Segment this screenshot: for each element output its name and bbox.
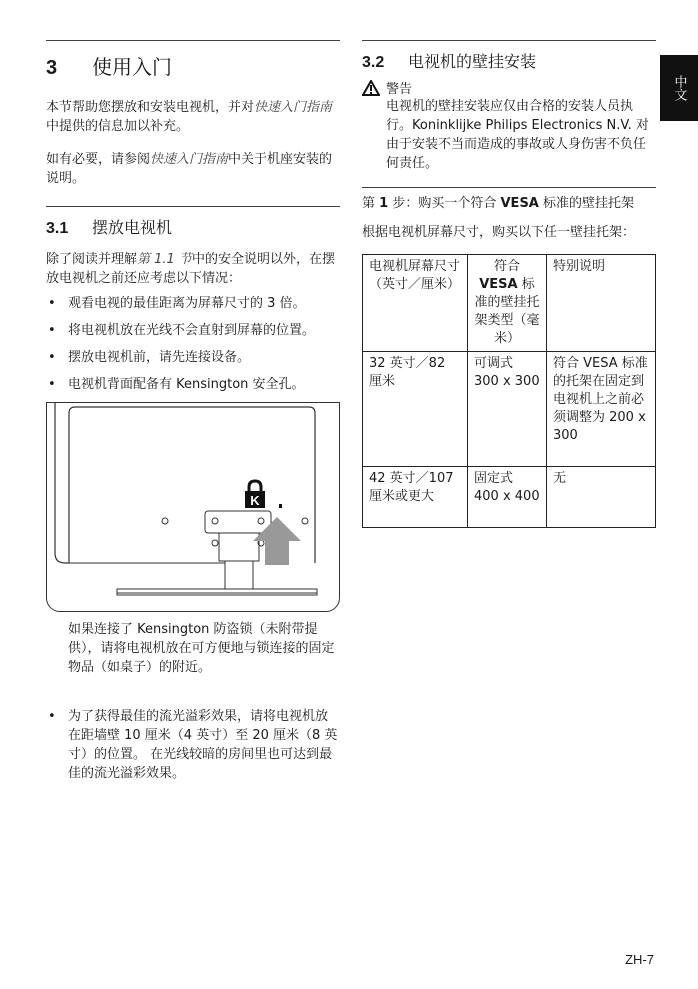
step-description: 根据电视机屏幕尺寸，购买以下任一壁挂托架： xyxy=(362,225,636,240)
quick-start-link-1[interactable]: 快速入门指南 xyxy=(254,100,333,115)
kensington-figure xyxy=(46,402,340,612)
page-number: ZH-7 xyxy=(625,952,654,967)
warning-header xyxy=(362,78,656,97)
language-tab[interactable] xyxy=(660,55,698,121)
list-item: • 观看电视的最佳距离为屏幕尺寸的 3 倍。 xyxy=(46,294,340,313)
subsection-number: 3.1 xyxy=(46,220,69,237)
wall-mount-number: 3.2 xyxy=(362,54,385,71)
cell-type-a: 固定式 xyxy=(474,471,514,486)
intro-paragraph-2 xyxy=(46,150,340,188)
bracket-table xyxy=(362,254,656,528)
subsection-heading xyxy=(46,215,340,238)
intro-paragraph-1 xyxy=(46,98,340,136)
warning-icon xyxy=(362,80,380,96)
intro1-text-a: 本节帮助您摆放和安装电视机，并对 xyxy=(46,100,255,115)
list-item: • 将电视机放在光线不会直射到屏幕的位置。 xyxy=(46,321,340,340)
intro2-text-b: 中关于机座安装的说明。 xyxy=(46,152,333,186)
header-size: 电视机屏幕尺寸（英寸／厘米） xyxy=(363,255,468,352)
list-item: • 为了获得最佳的流光溢彩效果，请将电视机放在距墙壁 10 厘米（4 英寸）至 20 厘米（8 英寸）的位置。 在光线较暗的房间里也可达到最佳的流光溢彩效果。 xyxy=(46,707,340,783)
header-type-b: 标准的壁挂托架类型（毫米） xyxy=(474,277,540,346)
step-suffix: 标准的壁挂托架 xyxy=(543,196,635,211)
subsection-title: 摆放电视机 xyxy=(92,218,173,237)
subsection-rule-right xyxy=(362,40,656,41)
header-type-vesa: VESA xyxy=(479,277,518,292)
header-type xyxy=(468,255,547,352)
intro1-text-b: 中提供的信息加以补充。 xyxy=(46,119,190,134)
warning-label: 警告 xyxy=(386,82,413,97)
step-rule xyxy=(362,187,656,188)
kensington-lock-icon xyxy=(243,479,267,509)
step-prefix: 第 xyxy=(362,196,376,211)
cell-note: 无 xyxy=(547,467,656,528)
cell-type-b: 300 x 300 xyxy=(474,374,540,389)
subsection-rule xyxy=(46,206,340,207)
header-note: 特别说明 xyxy=(547,255,656,352)
step-heading xyxy=(362,194,656,213)
list-item: • 摆放电视机前，请先连接设备。 xyxy=(46,348,340,367)
section-ref-link[interactable]: 第 1.1 节 xyxy=(137,252,192,267)
cell-type-a: 可调式 xyxy=(474,356,514,371)
step-mid: 步：购买一个符合 xyxy=(392,196,497,211)
ambilight-list xyxy=(46,707,340,783)
table-header-row xyxy=(363,255,656,352)
svg-text:K: K xyxy=(250,493,260,508)
para-text-a: 除了阅读并理解 xyxy=(46,252,138,267)
cell-size: 42 英寸／107 厘米或更大 xyxy=(363,467,468,528)
up-arrow-icon xyxy=(251,515,303,567)
step-number: 1 xyxy=(379,196,389,211)
table-row xyxy=(363,467,656,528)
list-item: • 电视机背面配备有 Kensington 安全孔。 xyxy=(46,375,340,394)
header-type-a: 符合 xyxy=(493,259,520,274)
right-column xyxy=(362,40,656,528)
para-text-b: 中的安全说明以外，在摆放电视机之前还应考虑以下情况： xyxy=(46,252,335,286)
figure-caption: 如果连接了 Kensington 防盗锁（未附带提供），请将电视机放在可方便地与锁连接的固定物品（如桌子）的附近。 xyxy=(68,622,335,675)
step-vesa: VESA xyxy=(500,196,539,211)
table-row xyxy=(363,352,656,467)
quick-start-link-2[interactable]: 快速入门指南 xyxy=(150,152,229,167)
language-tab-label: 中文 xyxy=(671,75,687,101)
section-title: 使用入门 xyxy=(92,55,172,79)
section-heading xyxy=(46,51,340,80)
cell-note: 符合 VESA 标准的托架在固定到电视机上之前必须调整为 200 x 300 xyxy=(547,352,656,467)
placement-list xyxy=(46,294,340,394)
wall-mount-heading xyxy=(362,49,656,72)
cell-size: 32 英寸／82 厘米 xyxy=(363,352,468,467)
section-number: 3 xyxy=(46,57,58,79)
cell-type-b: 400 x 400 xyxy=(474,489,540,504)
tv-back-illustration xyxy=(47,403,339,611)
section-rule xyxy=(46,40,340,41)
cell-type xyxy=(468,352,547,467)
cell-type xyxy=(468,467,547,528)
intro2-text-a: 如有必要，请参阅 xyxy=(46,152,151,167)
wall-mount-title: 电视机的壁挂安装 xyxy=(408,52,537,71)
left-column xyxy=(46,40,340,791)
placement-paragraph xyxy=(46,250,340,288)
warning-text: 电视机的壁挂安装应仅由合格的安装人员执行。Koninklijke Philips Electronics N.V. 对由于安装不当而造成的事故或人身伤害不负任何责任。 xyxy=(386,99,649,171)
